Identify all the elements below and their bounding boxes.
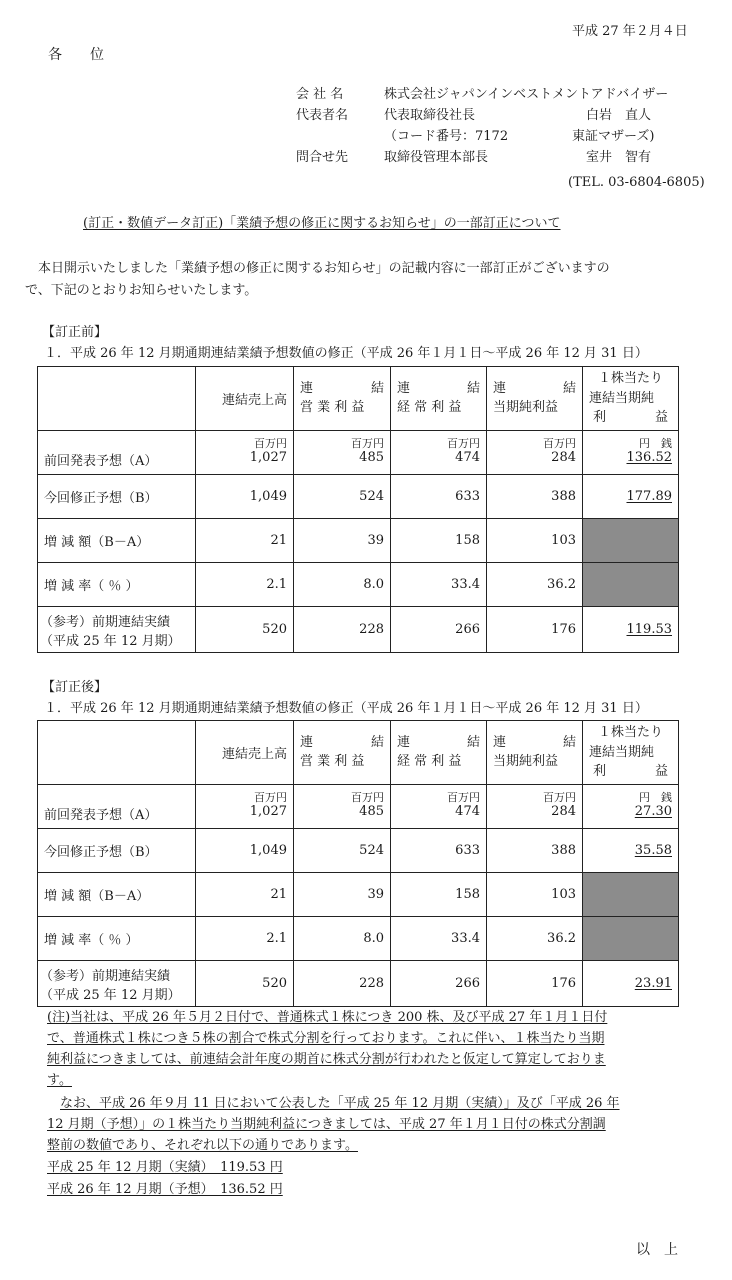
document-title: (訂正・数値データ訂正)「業績予想の修正に関するお知らせ」の一部訂正について (83, 216, 561, 231)
cell-eps: 177.89 (626, 489, 672, 504)
table-row (38, 607, 679, 653)
document-date: 平成 27 年２月４日 (572, 24, 688, 39)
cell-sales: 1,027 (249, 449, 287, 465)
note-line-7: 整前の数値であり、それぞれ以下の通りであります。 (47, 1138, 358, 1153)
cell-net-income: 176 (487, 961, 583, 1007)
table-row (38, 519, 679, 563)
table-header-row (38, 367, 679, 431)
cell-operating-profit: 485 (359, 803, 384, 819)
cell-sales: 520 (196, 961, 294, 1007)
table-row (38, 961, 679, 1007)
cell-ordinary-profit: 33.4 (391, 917, 487, 961)
note-line-9: 平成 26 年 12 月期（予想） 136.52 円 (47, 1182, 283, 1197)
cell-ordinary-profit: 158 (391, 519, 487, 563)
cell-ordinary-profit: 633 (391, 475, 487, 519)
note-line-1: (注)当社は、平成 26 年５月２日付で、普通株式１株につき 200 株、及び平成 27 年１月１日付 (47, 1010, 608, 1025)
header-sales: 連結売上高 (196, 721, 294, 785)
cell-operating-profit: 524 (294, 475, 391, 519)
after-section-label: 【訂正後】 (42, 680, 108, 695)
cell-eps-shaded (583, 563, 679, 607)
cell-ordinary-profit: 33.4 (391, 563, 487, 607)
table-row (38, 563, 679, 607)
cell-ordinary-profit: 266 (391, 607, 487, 653)
cell-sales: 21 (196, 519, 294, 563)
header-operating-profit: 連 結 営 業 利 益 (294, 721, 391, 785)
cell-sales: 21 (196, 873, 294, 917)
before-heading: １．平成 26 年 12 月期通期連結業績予想数値の修正（平成 26 年１月１日～平成 26 年 12 月 31 日） (44, 346, 648, 361)
closing-text: 以 上 (636, 1242, 678, 1258)
addressee: 各 位 (48, 47, 104, 63)
cell-net-income: 103 (487, 519, 583, 563)
table-row (38, 829, 679, 873)
table-row: 前回発表予想（A） 百万円 1,027 百万円 485 百万円 474 百万円 284 円 銭 136.52 (38, 431, 679, 475)
cell-net-income: 388 (487, 475, 583, 519)
table-row: 前回発表予想（A） 百万円 1,027 百万円 485 百万円 474 百万円 284 円 銭 27.30 (38, 785, 679, 829)
header-eps: １株当たり 連結当期純 利 益 (583, 721, 679, 785)
header-net-income: 連 結 当期純利益 (487, 367, 583, 431)
cell-ordinary-profit: 474 (455, 449, 480, 465)
row-label: （参考）前期連結実績 （平成 25 年 12 月期） (38, 607, 196, 653)
company-label: 会 社 名 (296, 87, 344, 102)
cell-operating-profit: 228 (294, 961, 391, 1007)
cell-eps-shaded (583, 917, 679, 961)
cell-net-income: 103 (487, 873, 583, 917)
row-label: 前回発表予想（A） (38, 785, 196, 829)
cell-net-income: 176 (487, 607, 583, 653)
cell-operating-profit: 39 (294, 873, 391, 917)
table-row (38, 475, 679, 519)
header-net-income: 連 結 当期純利益 (487, 721, 583, 785)
cell-sales: 1,027 (249, 803, 287, 819)
intro-line-1: 本日開示いたしました「業績予想の修正に関するお知らせ」の記載内容に一部訂正がございますの (38, 261, 610, 276)
cell-ordinary-profit: 474 (455, 803, 480, 819)
row-label: 今回修正予想（B） (38, 829, 196, 873)
header-ordinary-profit: 連 結 経 常 利 益 (391, 721, 487, 785)
note-line-2: で、普通株式１株につき５株の割合で株式分割を行っております。これに伴い、１株当たり当期 (47, 1031, 605, 1046)
cell-eps: 27.30 (634, 803, 672, 819)
cell-eps: 35.58 (634, 843, 672, 858)
contact-name: 室井 智有 (586, 150, 652, 165)
table-row (38, 917, 679, 961)
header-ordinary-profit: 連 結 経 常 利 益 (391, 367, 487, 431)
row-label: 増 減 率（ ％ ） (38, 917, 196, 961)
cell-operating-profit: 485 (359, 449, 384, 465)
table-row (38, 873, 679, 917)
header-sales: 連結売上高 (196, 367, 294, 431)
cell-operating-profit: 39 (294, 519, 391, 563)
cell-net-income: 284 (551, 449, 576, 465)
cell-eps: 23.91 (634, 976, 672, 991)
cell-net-income: 388 (487, 829, 583, 873)
note-line-4: す。 (47, 1073, 72, 1088)
cell-operating-profit: 524 (294, 829, 391, 873)
intro-line-2: で、下記のとおりお知らせいたします。 (25, 283, 258, 298)
note-line-5: なお、平成 26 年９月 11 日において公表した「平成 25 年 12 月期（実績）」及び「平成 26 年 (60, 1096, 620, 1111)
company-name: 株式会社ジャパンインベストメントアドバイザー (384, 87, 669, 102)
cell-ordinary-profit: 158 (391, 873, 487, 917)
header-eps: １株当たり 連結当期純 利 益 (583, 367, 679, 431)
cell-eps-shaded (583, 873, 679, 917)
cell-eps: 136.52 (626, 449, 672, 465)
cell-operating-profit: 228 (294, 607, 391, 653)
contact-label: 問合せ先 (296, 150, 349, 165)
row-label: 今回修正予想（B） (38, 475, 196, 519)
note-line-6: 12 月期（予想）」の１株当たり当期純利益につきましては、平成 27 年１月１日付の株式分割調 (47, 1117, 606, 1132)
cell-net-income: 36.2 (487, 917, 583, 961)
cell-net-income: 284 (551, 803, 576, 819)
after-heading: １．平成 26 年 12 月期通期連結業績予想数値の修正（平成 26 年１月１日～平成 26 年 12 月 31 日） (44, 701, 648, 716)
cell-sales: 520 (196, 607, 294, 653)
cell-sales: 1,049 (196, 475, 294, 519)
cell-eps-shaded (583, 519, 679, 563)
before-section-label: 【訂正前】 (42, 325, 108, 340)
stock-market: 東証マザーズ) (572, 129, 655, 144)
row-label: （参考）前期連結実績 （平成 25 年 12 月期） (38, 961, 196, 1007)
before-forecast-table (37, 366, 679, 653)
header-blank-cell (38, 721, 196, 785)
contact-telephone: (TEL. 03-6804-6805) (568, 175, 705, 190)
header-operating-profit: 連 結 営 業 利 益 (294, 367, 391, 431)
note-line-8: 平成 25 年 12 月期（実績） 119.53 円 (47, 1160, 283, 1175)
cell-operating-profit: 8.0 (294, 917, 391, 961)
cell-sales: 2.1 (196, 563, 294, 607)
representative-label: 代表者名 (296, 108, 349, 123)
cell-eps: 119.53 (626, 622, 672, 637)
cell-ordinary-profit: 633 (391, 829, 487, 873)
row-label: 増 減 率（ ％ ） (38, 563, 196, 607)
representative-title: 代表取締役社長 (384, 108, 476, 123)
representative-name: 白岩 直人 (586, 108, 652, 123)
note-line-3: 純利益につきましては、前連結会計年度の期首に株式分割が行われたと仮定して算定しておりま (47, 1052, 606, 1067)
row-label: 増 減 額（B－A） (38, 519, 196, 563)
header-blank-cell (38, 367, 196, 431)
table-header-row (38, 721, 679, 785)
row-label: 増 減 額（B－A） (38, 873, 196, 917)
stock-code: （コード番号：7172 (384, 129, 509, 144)
cell-sales: 1,049 (196, 829, 294, 873)
after-forecast-table (37, 720, 679, 1007)
row-label: 前回発表予想（A） (38, 431, 196, 475)
cell-operating-profit: 8.0 (294, 563, 391, 607)
contact-title: 取締役管理本部長 (384, 150, 489, 165)
cell-sales: 2.1 (196, 917, 294, 961)
cell-ordinary-profit: 266 (391, 961, 487, 1007)
cell-net-income: 36.2 (487, 563, 583, 607)
